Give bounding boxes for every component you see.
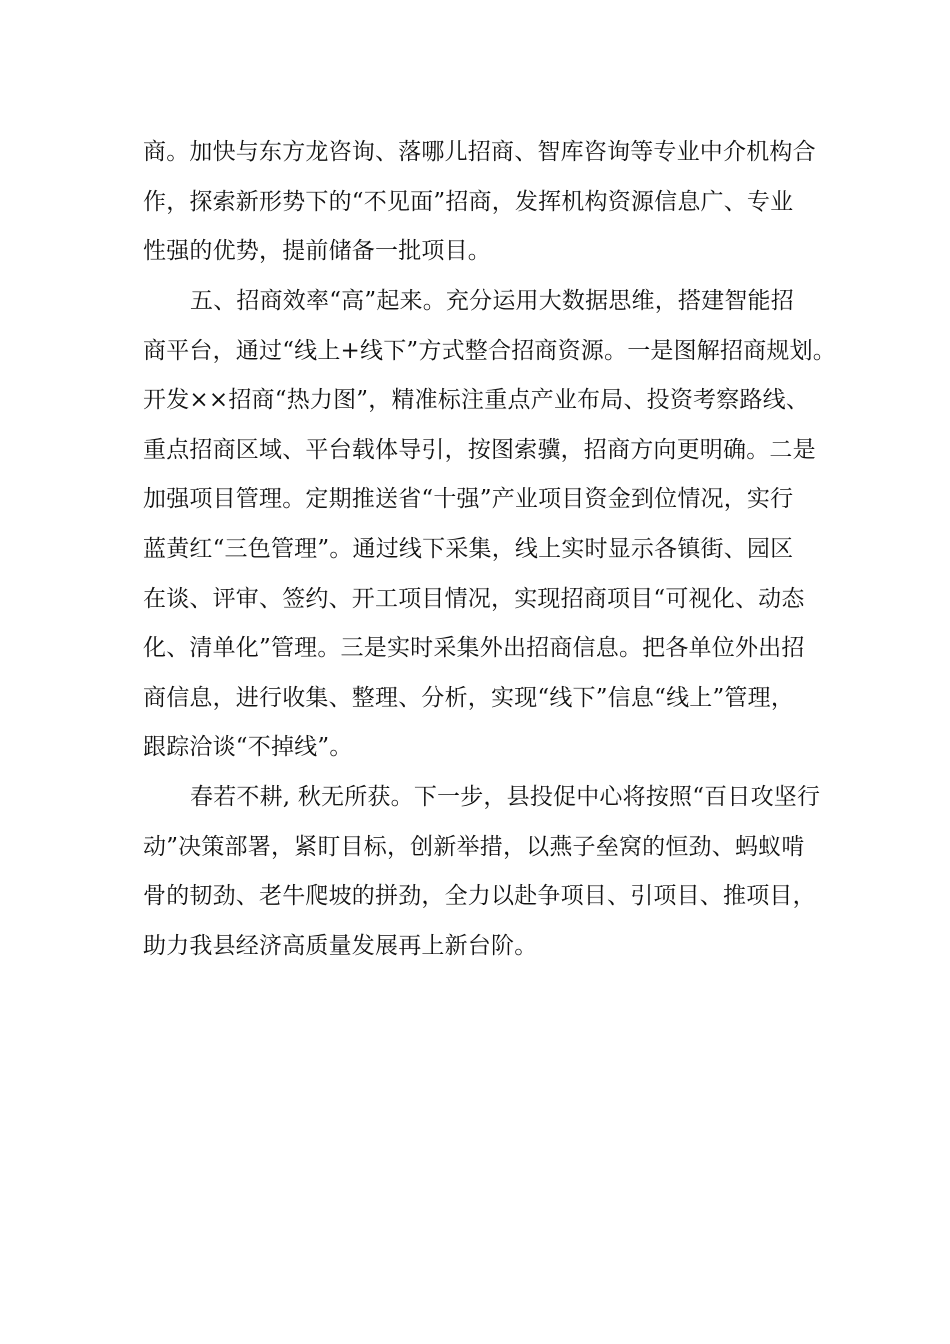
paragraph-line: 跟踪洽谈“不掉线”。 [143,734,353,760]
paragraph-line: 蓝黄红“三色管理”。通过线下采集，线上实时显示各镇街、园区 [143,536,794,562]
paragraph-line: 化、清单化”管理。三是实时采集外出招商信息。把各单位外出招 [143,635,805,661]
paragraph-line: 春若不耕, 秋无所获。下一步，县投促中心将按照“百日攻坚行 [190,784,821,810]
paragraph-line: 五、招商效率“高”起来。充分运用大数据思维，搭建智能招 [190,288,794,314]
paragraph-line: 骨的韧劲、老牛爬坡的拼劲，全力以赴争项目、引项目、推项目， [143,883,816,909]
paragraph-line: 商。加快与东方龙咨询、落哪儿招商、智库咨询等专业中介机构合 [143,139,816,165]
paragraph-line: 性强的优势，提前储备一批项目。 [143,238,491,264]
paragraph-line: 作，探索新形势下的“不见面”招商，发挥机构资源信息广、专业 [143,189,794,215]
paragraph-line: 商平台，通过“线上+线下”方式整合招商资源。一是图解招商规划。 [143,338,836,364]
paragraph-line: 助力我县经济高质量发展再上新台阶。 [143,933,538,959]
paragraph-line: 在谈、评审、签约、开工项目情况，实现招商项目“可视化、动态 [143,586,805,612]
paragraph-line: 加强项目管理。定期推送省“十强”产业项目资金到位情况，实行 [143,486,794,512]
paragraph-line: 开发××招商“热力图”，精准标注重点产业布局、投资考察路线、 [143,387,810,413]
paragraph-line: 动”决策部署，紧盯目标，创新举措，以燕子垒窝的恒劲、蚂蚁啃 [143,834,805,860]
paragraph-line: 重点招商区域、平台载体导引，按图索骥，招商方向更明确。二是 [143,437,816,463]
paragraph-line: 商信息，进行收集、整理、分析，实现“线下”信息“线上”管理， [143,685,795,711]
